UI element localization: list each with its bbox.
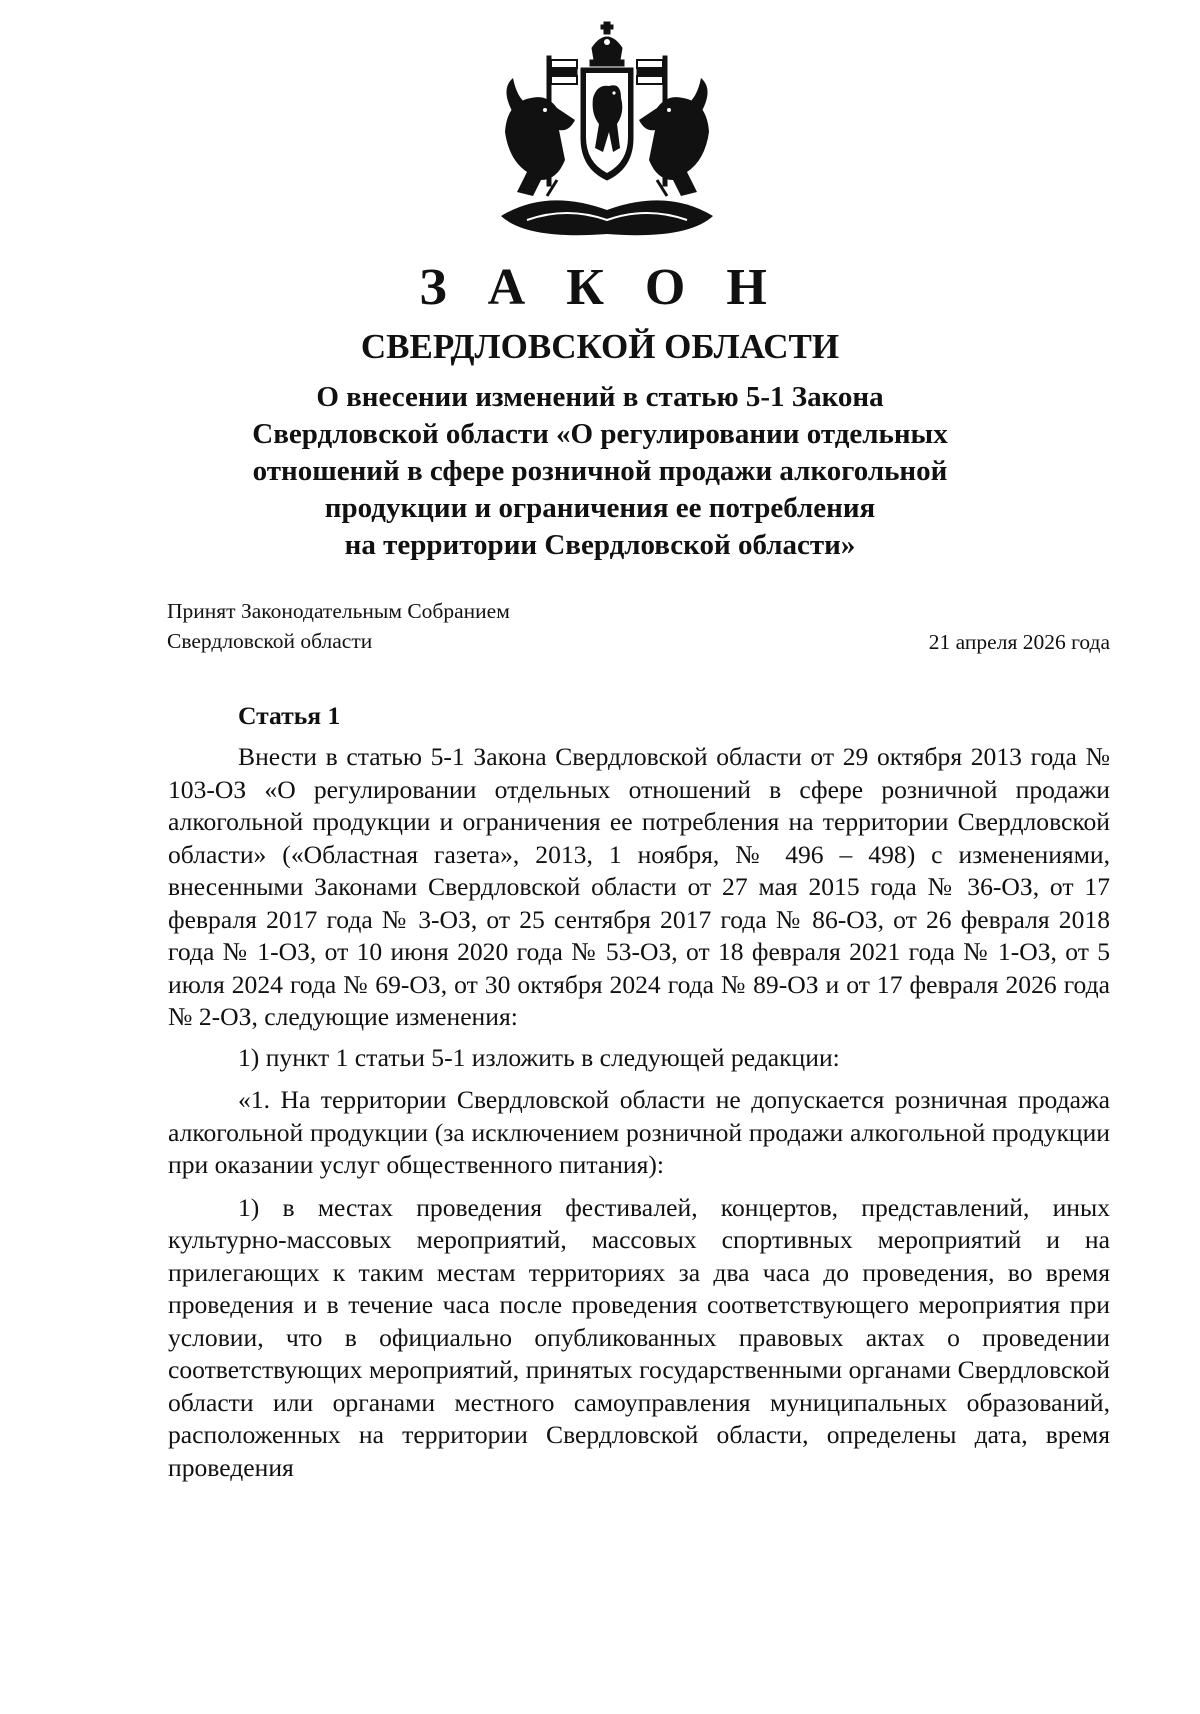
- coat-of-arms-icon: [487, 20, 727, 250]
- adoption-line: Свердловской области: [167, 629, 373, 653]
- law-subject: [150, 379, 1050, 564]
- law-subject-line: продукции и ограничения ее потребления: [324, 492, 876, 524]
- paragraph: Внести в статью 5-1 Закона Свердловской области от 29 октября 2013 года № 103-ОЗ «О регулировании отдельных отношений в сфере розничной продажи алкогольной продукции и ограничения ее потребления на территории Свердловской области» («Областная газета», 2013, 1 ноября, № 496 – 498) с изменениями, внесенными Законами Свердловской области от 27 мая 2015 года № 36-ОЗ, от 17 февраля 2017 года № 3-ОЗ, от 25 сентября 2017 года № 86-ОЗ, от 26 февраля 2018 года № 1-ОЗ, от 10 июня 2020 года № 53-ОЗ, от 18 февраля 2021 года № 1-ОЗ, от 5 июля 2024 года № 69-ОЗ, от 30 октября 2024 года № 89-ОЗ и от 17 февраля 2026 года № 2-ОЗ, следующие изменения:: [168, 742, 1110, 1031]
- adoption-note: [167, 596, 510, 656]
- article-heading: Статья 1: [238, 701, 341, 730]
- law-region: СВЕРДЛОВСКОЙ ОБЛАСТИ: [360, 327, 840, 366]
- law-subject-line: на территории Свердловской области»: [344, 529, 856, 561]
- law-subject-line: Свердловской области «О регулировании отдельных: [252, 418, 948, 450]
- paragraph: 1) в местах проведения фестивалей, концертов, представлений, иных культурно-массовых мероприятий, массовых спортивных мероприятий и на прилегающих к таким местам территориях за два часа до проведения, во время проведения и в течение часа после проведения соответствующего мероприятия при условии, что в официально опубликованных правовых актах о проведении соответствующих мероприятий, принятых государственными органами Свердловской области или органами местного самоуправления муниципальных образований, расположенных на территории Свердловской области, определены дата, время проведения: [168, 1192, 1110, 1482]
- adoption-line: Принят Законодательным Собранием: [167, 599, 510, 623]
- law-subject-line: О внесении изменений в статью 5-1 Закона: [316, 381, 884, 413]
- paragraph: 1) пункт 1 статьи 5-1 изложить в следующей редакции:: [238, 1042, 840, 1072]
- document-body: [168, 699, 1110, 1492]
- law-subject-line: отношений в сфере розничной продажи алкогольной: [252, 455, 948, 487]
- paragraph: «1. На территории Свердловской области не допускается розничная продажа алкогольной продукции (за исключением розничной продажи алкогольной продукции при оказании услуг общественного питания):: [168, 1085, 1110, 1179]
- law-title: З А К О Н: [419, 259, 781, 316]
- adoption-date: 21 апреля 2026 года: [928, 630, 1110, 654]
